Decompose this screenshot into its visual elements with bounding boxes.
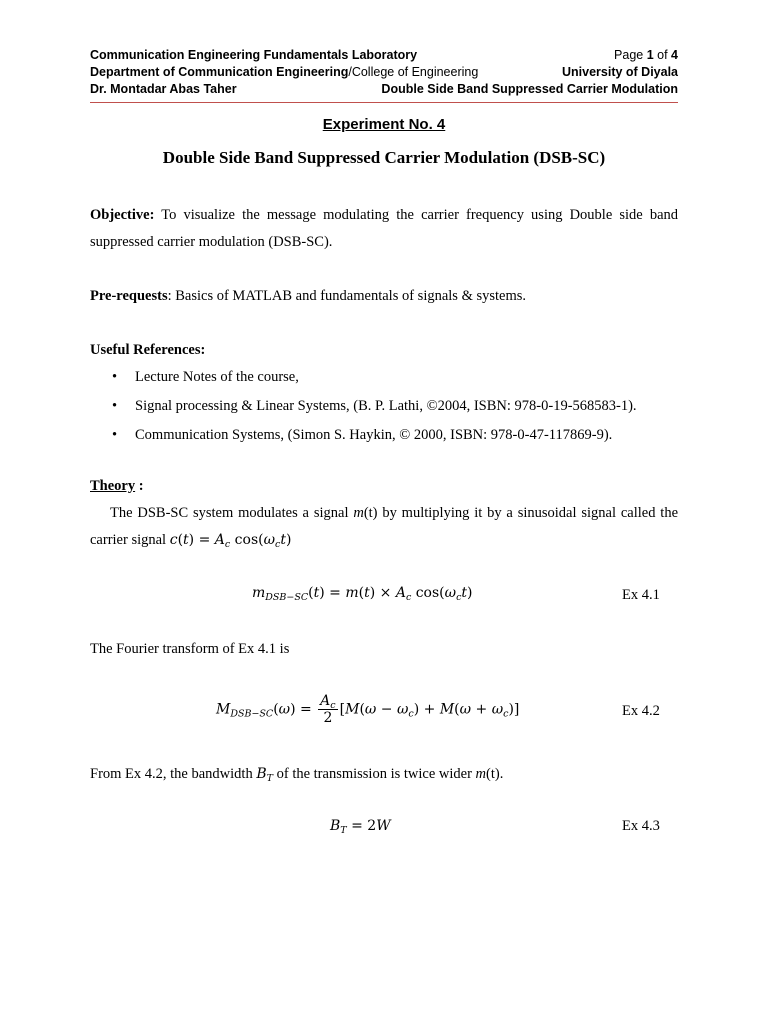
references-heading: Useful References: [90,342,206,358]
theory-paragraph-1: The DSB-SC system modulates a signal m(t) by multiplying it by a sinusoidal signal called the carrier signal $c(t) = A_c$ $\cos(\omega_ct)$ [90,505,679,550]
page-title: Double Side Band Suppressed Carrier Modulation (DSB-SC) [162,148,606,167]
carrier-equation: $c(t) = A_c$ $\cos(\omega_ct)$ [169,532,292,550]
topic: Double Side Band Suppressed Carrier Modulation [381,82,678,96]
theory-paragraph-3: From Ex 4.2, the bandwidth $B_T$ of the transmission is twice wider m(t). [90,766,504,784]
list-item: • Communication Systems, (Simon S. Haykin, © 2000, ISBN: 978-0-47-117869-9). [112,427,613,443]
theory-heading: Theory : [90,478,144,494]
equation-4-3-label: Ex 4.3 [622,818,660,834]
equation-4-2: $M_{DSB-SC}(\omega)$ = $\frac{A_c}{2}$ $[M(\omega - \omega_c) + M(\omega + \omega_c)]$ [216,693,520,726]
equation-4-1: $m_{DSB-SC}(t) = m(t) \times A_c$ $\cos(\omega_ct)$ [252,585,473,603]
lab-name: Communication Engineering Fundamentals Laboratory [90,48,418,62]
equation-4-3: $B_T = 2W$ [330,818,391,836]
author: Dr. Montadar Abas Taher [90,82,237,96]
prerequests-paragraph: Pre-requests: Basics of MATLAB and fundamentals of signals & systems. [90,288,527,304]
references-list [90,366,678,453]
objective-paragraph: Objective: To visualize the message modulating the carrier frequency using Double side band suppressed carrier modulation (DSB-SC). [90,207,678,250]
theory-paragraph-2: The Fourier transform of Ex 4.1 is [90,641,290,657]
department: Department of Communication Engineering/College of Engineering [90,65,479,79]
equation-4-2-label: Ex 4.2 [622,703,660,719]
page-indicator: Page 1 of 4 [614,48,678,62]
equation-4-1-label: Ex 4.1 [622,587,660,603]
list-item: • Lecture Notes of the course, [112,369,299,385]
list-item: • Signal processing & Linear Systems, (B. P. Lathi, ©2004, ISBN: 978-0-19-568583-1). [112,398,637,414]
experiment-label: Experiment No. 4 [322,116,446,133]
university: University of Diyala [561,65,678,79]
header-divider [90,102,678,103]
